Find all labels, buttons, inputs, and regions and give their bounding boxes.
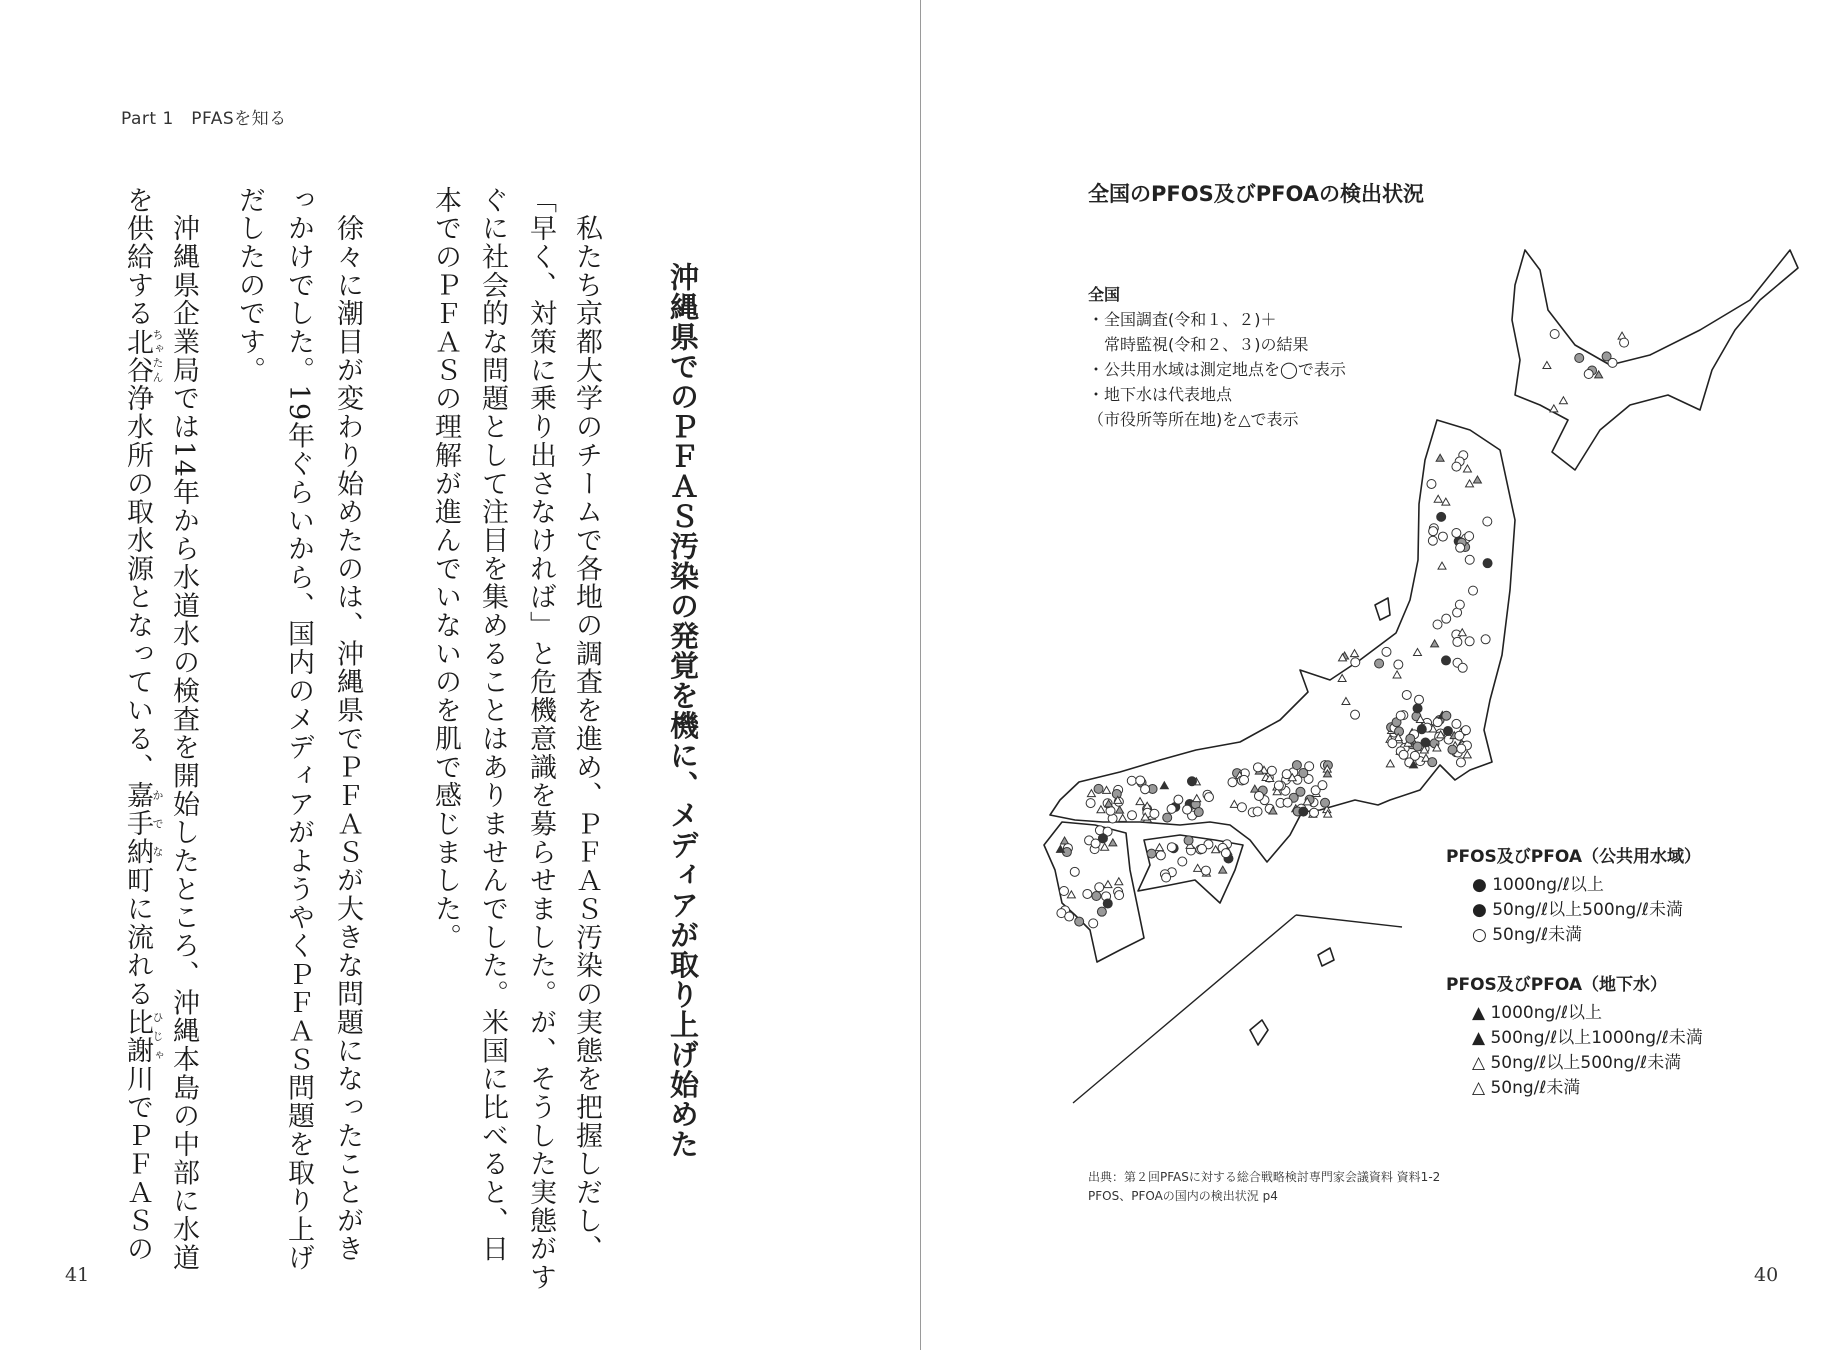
surface-water-marker (1433, 718, 1442, 727)
surface-water-marker (1321, 798, 1330, 807)
surface-water-marker (1253, 807, 1262, 816)
surface-water-marker (1318, 781, 1327, 790)
surface-water-marker (1443, 726, 1452, 735)
surface-water-marker (1240, 775, 1249, 784)
surface-water-marker (1437, 512, 1446, 521)
surface-water-marker (1095, 883, 1104, 892)
surface-water-marker (1098, 834, 1107, 843)
inset-divider-line (1296, 915, 1402, 927)
surface-water-marker (1221, 849, 1230, 858)
legend-item: △ 50ng/ℓ未満 (1472, 1078, 1581, 1098)
ruby-base: 北谷 (122, 327, 153, 385)
surface-water-marker (1059, 886, 1068, 895)
surface-water-marker (1204, 793, 1213, 802)
source-line: 出典：第２回PFASに対する総合戦略検討専門家会議資料 資料1-2 (1088, 1170, 1441, 1184)
surface-water-marker (1396, 711, 1405, 720)
surface-water-marker (1442, 614, 1451, 623)
body-column: 沖縄県企業局では14年から水道水の検査を開始したところ、沖縄本島の中部に水道 (168, 186, 199, 1273)
surface-water-marker (1070, 867, 1079, 876)
surface-water-marker (1136, 776, 1145, 785)
surface-water-marker (1448, 745, 1457, 754)
amami-island (1318, 948, 1334, 966)
surface-water-marker (1184, 836, 1193, 845)
surface-water-marker (1147, 849, 1156, 858)
surface-water-marker (1163, 813, 1172, 822)
surface-water-marker (1127, 776, 1136, 785)
surface-water-marker (1456, 543, 1465, 552)
surface-water-marker (1167, 843, 1176, 852)
surface-water-marker (1406, 734, 1415, 743)
surface-water-marker (1469, 586, 1478, 595)
surface-water-marker (1167, 804, 1176, 813)
text-segment: を供給する (122, 186, 153, 328)
surface-water-marker (1092, 892, 1101, 901)
surface-water-marker (1465, 637, 1474, 646)
note-line: 常時監視(令和２、３)の結果 (1088, 335, 1309, 354)
surface-water-marker (1394, 660, 1403, 669)
legend-title-surface: PFOS及びPFOA（公共用水域） (1446, 847, 1701, 867)
surface-water-marker (1274, 781, 1283, 790)
legend-item: △ 50ng/ℓ以上500ng/ℓ未満 (1472, 1053, 1682, 1073)
body-column: 「早く、対策に乗り出さなければ」と危機意識を募らせました。が、そうした実態がす (525, 186, 556, 1292)
surface-water-marker (1174, 795, 1183, 804)
ruby-text: かでな (151, 781, 164, 867)
ruby-base: 嘉手納 (122, 781, 153, 867)
surface-water-marker (1305, 762, 1314, 771)
surface-water-marker (1461, 726, 1470, 735)
text-segment: 川でＰＦＡＳの (122, 1064, 153, 1264)
surface-water-marker (1228, 778, 1237, 787)
surface-water-marker (1089, 919, 1098, 928)
surface-water-marker (1065, 912, 1074, 921)
page-number-left: 41 (65, 1264, 90, 1286)
surface-water-marker (1201, 866, 1210, 875)
surface-water-marker (1253, 763, 1262, 772)
sado-island (1375, 598, 1390, 620)
surface-water-marker (1575, 354, 1584, 363)
page-number-right: 40 (1754, 1264, 1779, 1286)
surface-water-marker (1413, 704, 1422, 713)
surface-water-marker (1197, 844, 1206, 853)
surface-water-marker (1183, 805, 1192, 814)
surface-water-marker (1458, 663, 1467, 672)
source-line: PFOS、PFOAの国内の検出状況 p4 (1088, 1189, 1278, 1203)
surface-water-marker (1452, 462, 1461, 471)
surface-water-marker (1428, 536, 1437, 545)
source-citation (1088, 1168, 1440, 1206)
body-column: 本でのＰＦＡＳの理解が進んでいないのを肌で感じました。 (430, 186, 461, 952)
surface-water-marker (1310, 808, 1319, 817)
hokkaido-outline (1512, 250, 1798, 470)
surface-water-marker (1299, 807, 1308, 816)
surface-water-marker (1602, 352, 1611, 361)
ruby-base: 比謝 (122, 1008, 153, 1065)
body-column: 私たち京都大学のチームで各地の調査を進め、ＰＦＡＳ汚染の実態を把握しだし、 (571, 186, 602, 1264)
surface-water-marker (1413, 742, 1422, 751)
surface-water-marker (1254, 791, 1263, 800)
surface-water-marker (1483, 517, 1492, 526)
surface-water-marker (1094, 784, 1103, 793)
surface-water-marker (1382, 647, 1391, 656)
surface-water-marker (1150, 809, 1159, 818)
surface-water-marker (1115, 891, 1124, 900)
running-head: Part 1 PFASを知る (121, 109, 287, 129)
surface-water-marker (1452, 528, 1461, 537)
surface-water-marker (1162, 873, 1171, 882)
surface-water-marker (1465, 532, 1474, 541)
legend-item: ● 50ng/ℓ以上500ng/ℓ未満 (1472, 900, 1683, 920)
surface-water-marker (1388, 739, 1397, 748)
surface-water-marker (1453, 637, 1462, 646)
surface-water-marker (1097, 907, 1106, 916)
surface-water-marker (1442, 656, 1451, 665)
surface-water-marker (1237, 803, 1246, 812)
surface-water-marker (1351, 710, 1360, 719)
surface-water-marker (1483, 559, 1492, 568)
surface-water-marker (1086, 799, 1095, 808)
note-line: ・全国調査(令和１、２)＋ (1088, 310, 1277, 329)
legend-title-ground: PFOS及びPFOA（地下水） (1446, 975, 1667, 995)
legend-item: ▲ 1000ng/ℓ以上 (1472, 1003, 1603, 1023)
legend-item: ▲ 500ng/ℓ以上1000ng/ℓ未満 (1472, 1028, 1703, 1048)
legend-item: ● 1000ng/ℓ以上 (1472, 875, 1604, 895)
surface-water-marker (1075, 917, 1084, 926)
surface-water-marker (1402, 690, 1411, 699)
surface-water-marker (1456, 758, 1465, 767)
surface-water-marker (1429, 527, 1438, 536)
surface-water-marker (1433, 620, 1442, 629)
surface-water-marker (1178, 857, 1187, 866)
map-title: 全国のPFOS及びPFOAの検出状況 (1088, 182, 1424, 206)
surface-water-marker (1267, 766, 1276, 775)
okinawa-island (1250, 1020, 1268, 1045)
body-column: 徐々に潮目が変わり始めたのは、沖縄県でＰＦＡＳが大きな問題になったことがき (332, 186, 363, 1264)
surface-water-marker (1550, 330, 1559, 339)
section-heading: 沖縄県でのＰＦＡＳ汚染の発覚を機に、メディアが取り上げ始めた (666, 262, 700, 1159)
surface-water-marker (1351, 658, 1360, 667)
surface-water-marker (1452, 719, 1461, 728)
surface-water-marker (1156, 851, 1165, 860)
body-column: だしたのです。 (234, 186, 265, 385)
surface-water-marker (1415, 695, 1424, 704)
surface-water-marker (1455, 600, 1464, 609)
surface-water-marker (1292, 761, 1301, 770)
surface-water-marker (1128, 811, 1137, 820)
note-line: ・公共用水域は測定地点を◯で表示 (1088, 360, 1346, 379)
surface-water-marker (1194, 808, 1203, 817)
surface-water-marker (1083, 889, 1092, 898)
note-line: （市役所等所在地)を△で表示 (1088, 410, 1299, 429)
surface-water-marker (1283, 798, 1292, 807)
groundwater-marker (1351, 650, 1359, 657)
surface-water-marker (1481, 635, 1490, 644)
body-column: っかけでした。19年ぐらいから、国内のメディアがようやくＰＦＡＳ問題を取り上げ (283, 186, 314, 1273)
surface-water-marker (1457, 744, 1466, 753)
surface-water-marker (1399, 750, 1408, 759)
surface-water-marker (1584, 370, 1593, 379)
surface-water-marker (1141, 785, 1150, 794)
note-line: ・地下水は代表地点 (1088, 385, 1233, 404)
ruby-text: ひじゃ (151, 1008, 164, 1065)
surface-water-marker (1465, 555, 1474, 564)
surface-water-marker (1375, 659, 1384, 668)
notes-title: 全国 (1088, 285, 1121, 304)
surface-water-marker (1187, 777, 1196, 786)
surface-water-marker (1427, 479, 1436, 488)
surface-water-marker (1103, 899, 1112, 908)
text-segment: 町に流れる (122, 866, 153, 1009)
surface-water-marker (1428, 758, 1437, 767)
legend-item: ○ 50ng/ℓ未満 (1472, 925, 1583, 945)
map-legend (1446, 842, 1703, 1101)
ruby-text: ちゃたん (151, 327, 164, 385)
surface-water-marker (1442, 711, 1451, 720)
text-segment: 浄水所の取水源となっている、 (122, 384, 153, 782)
body-column: ぐに社会的な問題として注目を集めることはありませんでした。米国に比べると、日 (477, 186, 508, 1264)
map-notes (1088, 282, 1346, 432)
surface-water-marker (1438, 532, 1447, 541)
surface-water-marker (1296, 787, 1305, 796)
surface-water-marker (1620, 338, 1629, 347)
